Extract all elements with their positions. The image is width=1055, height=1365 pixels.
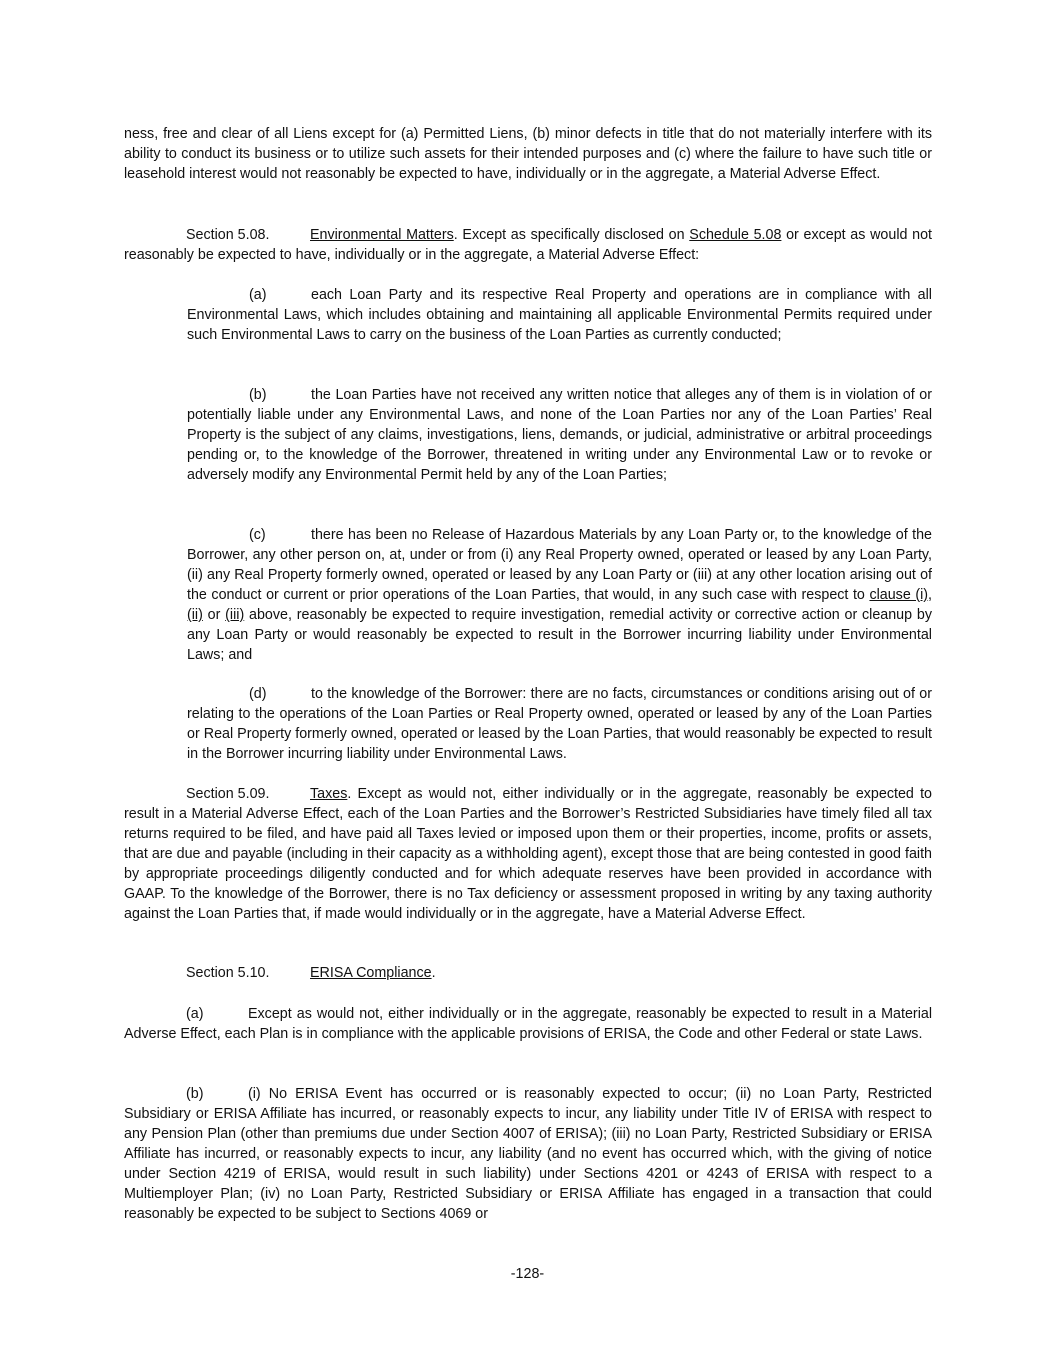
section-5-09-text: . Except as would not, either individually or in the aggregate, reasonably be expected to result in a Material Adverse Effect, each of the Loan Parties and the Borrower’s Restricted Subsidiaries have timely filed all tax returns required to be filed, and have paid all Taxes levied or imposed upon them or their properties, income, profits or assets, that are due and payable (including in their capacity as a withholding agent), except those that are being contested in good faith by appropriate proceedings diligently conducted and for which adequate reserves have been provided in accordance with GAAP. To the knowledge of the Borrower, there is no Tax deficiency or assessment proposed in writing by any taxing authority against the Loan Parties that, if made would individually or in the aggregate, have a Material Adverse Effect. — [124, 786, 932, 922]
item-text: to the knowledge of the Borrower: there are no facts, circumstances or conditions arising out of or relating to the operations of the Loan Parties or Real Property owned, operated or leased by any of the Loan Parties or Real Property formerly owned, operated or leased by the Loan Parties, that would reasonably be expected to result in the Borrower incurring liability under Environmental Laws. — [187, 686, 932, 762]
section-5-10-number: Section 5.10. — [186, 965, 270, 981]
intro-paragraph — [124, 124, 932, 184]
separator: , — [928, 587, 933, 603]
schedule-reference: Schedule 5.08 — [689, 227, 782, 243]
section-5-10-heading-line — [124, 963, 932, 983]
separator: or — [202, 607, 226, 623]
item-label: (d) — [249, 686, 267, 702]
section-5-08-item-a — [187, 285, 932, 345]
section-5-08-number: Section 5.08. — [186, 227, 270, 243]
item-text-a: there has been no Release of Hazardous Materials by any Loan Party or, to the knowledge of the Borrower, any other person on, at, under or from (i) any Real Property owned, operated or leased by any Loan Party, (ii) any Real Property formerly owned, operated or leased by any Loan Party or (iii) at any other location arising out of the conduct or current or prior operations of the Loan Parties, that would, in any such case with respect to — [187, 527, 932, 603]
item-label: (b) — [249, 387, 267, 403]
item-text: the Loan Parties have not received any written notice that alleges any of them is in violation of or potentially liable under any Environmental Laws, and none of the Loan Parties nor any of the Loan Parties’ Real Property is the subject of any claims, investigations, liens, demands, or judicial, administrative or arbitral proceedings pending or, to the knowledge of the Borrower, threatened in writing under any Environmental Law or to revoke or adversely modify any Environmental Permit held by any of the Loan Parties; — [187, 387, 932, 483]
item-label: (a) — [249, 287, 267, 303]
section-5-10-item-b — [124, 1084, 932, 1224]
section-5-08-item-c — [187, 525, 932, 665]
clause-iii-reference: (iii) — [225, 607, 245, 623]
section-5-08-item-d — [187, 684, 932, 764]
section-5-08-item-b — [187, 385, 932, 485]
section-5-09-paragraph — [124, 784, 932, 924]
section-5-08-paragraph — [124, 225, 932, 265]
section-5-10-item-a — [124, 1004, 932, 1044]
section-5-08-text-a: . Except as specifically disclosed on — [453, 227, 690, 243]
section-5-09-heading: Taxes — [310, 786, 348, 802]
clause-ii-reference: (ii) — [187, 607, 203, 623]
item-text: Except as would not, either individually or in the aggregate, reasonably be expected to result in a Material Adverse Effect, each Plan is in compliance with the applicable provisions of ERISA, the Code and other Federal or state Laws. — [124, 1006, 932, 1042]
heading-period: . — [431, 965, 436, 981]
item-label: (c) — [249, 527, 266, 543]
section-5-08-heading: Environmental Matters — [310, 227, 454, 243]
item-label: (b) — [186, 1086, 204, 1102]
section-5-08-text-b: or except as would not reasonably be expected to have, individually or in the aggregate, a Material Adverse Effect: — [124, 227, 933, 263]
intro-text: ness, free and clear of all Liens except for (a) Permitted Liens, (b) minor defects in title that do not materially interfere with its ability to conduct its business or to utilize such assets for their intended purposes and (c) where the failure to have such title or leasehold interest would not reasonably be expected to have, individually or in the aggregate, a Material Adverse Effect. — [124, 126, 932, 182]
item-text: each Loan Party and its respective Real Property and operations are in compliance with all Environmental Laws, which includes obtaining and maintaining all applicable Environmental Permits required under such Environmental Laws to carry on the business of the Loan Parties as currently conducted; — [187, 287, 932, 343]
item-text: (i) No ERISA Event has occurred or is reasonably expected to occur; (ii) no Loan Party, Restricted Subsidiary or ERISA Affiliate has incurred, or reasonably expects to incur, any liability under Title IV of ERISA with respect to any Pension Plan (other than premiums due under Section 4007 of ERISA); (iii) no Loan Party, Restricted Subsidiary or ERISA Affiliate has incurred, or reasonably expects to incur, any liability (and no event has occurred which, with the giving of notice under Section 4219 of ERISA, would result in such liability) under Sections 4201 or 4243 of ERISA with respect to a Multiemployer Plan; (iv) no Loan Party, Restricted Subsidiary or ERISA Affiliate has engaged in a transaction that could reasonably be expected to be subject to Sections 4069 or — [124, 1086, 932, 1222]
clause-i-reference: clause (i) — [869, 587, 929, 603]
item-text-b: above, reasonably be expected to require investigation, remedial activity or corrective action or cleanup by any Loan Party or would reasonably be expected to result in the Borrower incurring liability under Environmental Laws; and — [187, 607, 932, 663]
page-number: -128- — [510, 1266, 545, 1282]
section-5-10-heading: ERISA Compliance — [310, 965, 432, 981]
item-label: (a) — [186, 1006, 204, 1022]
section-5-09-number: Section 5.09. — [186, 786, 270, 802]
